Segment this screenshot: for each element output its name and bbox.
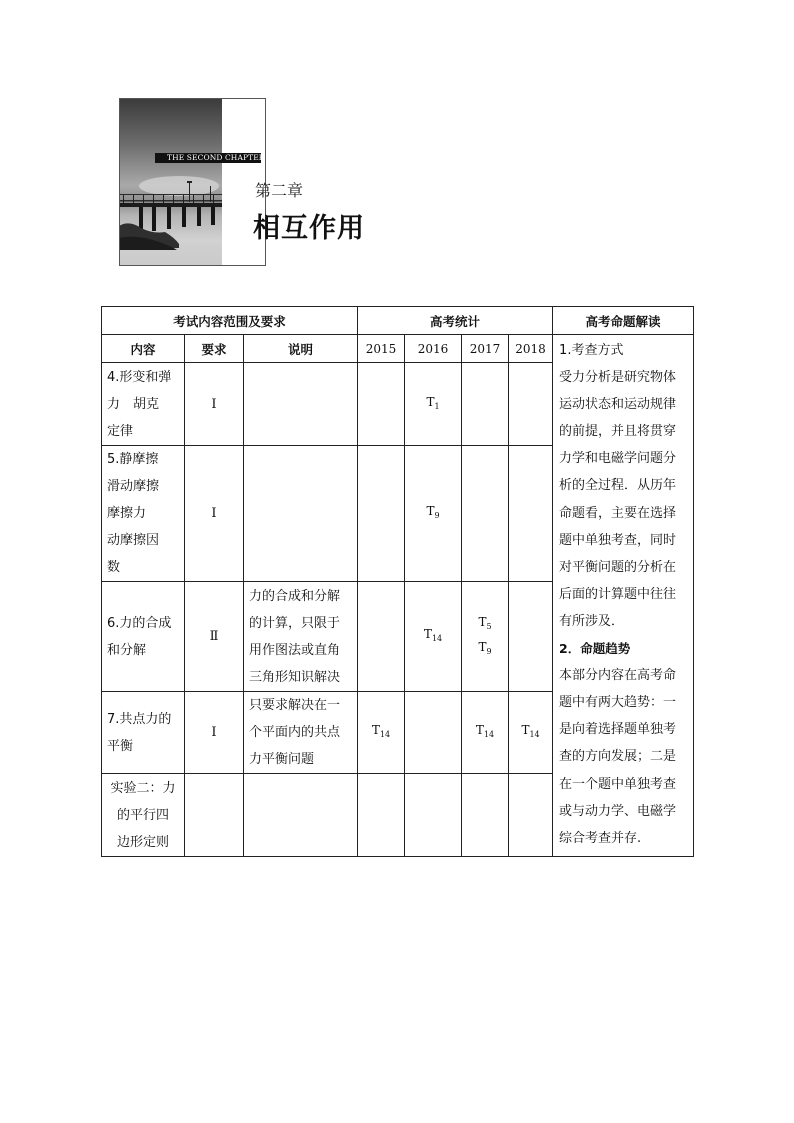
col-header-year-2018: 2018 [509, 335, 553, 363]
row-note [244, 692, 358, 774]
row-requirement: Ⅱ [185, 582, 244, 692]
header-interpretation: 高考命题解读 [553, 307, 694, 335]
interpretation-line: 是向着选择题单独考 [559, 722, 677, 738]
question-tag: $T_{14}$ [423, 627, 443, 643]
chapter-title: 相互作用 [253, 213, 365, 244]
cell-line: 和分解 [107, 642, 147, 658]
cell-line: 力的合成和分解 [249, 588, 341, 604]
interpretation-line: 的前提，并且将贯穿 [559, 424, 677, 440]
header-stats: 高考统计 [358, 307, 553, 335]
interpretation-line: 1.考查方式 [559, 343, 624, 358]
row-stat-2015 [358, 774, 405, 857]
row-requirement [185, 774, 244, 857]
row-requirement: Ⅰ [185, 692, 244, 774]
interpretation-line: 运动状态和运动规律 [559, 397, 677, 413]
cell-line: 用作图法或直角 [249, 642, 341, 658]
cell-line: 个平面内的共点 [249, 725, 341, 740]
cell-line: 的计算，只限于 [249, 615, 341, 631]
row-stat-2015 [358, 363, 405, 446]
cell-line: 力 胡克 [107, 396, 160, 412]
row-note [244, 774, 358, 857]
question-tag: $T_{14}$ [521, 723, 540, 739]
chapter-english-label: THE SECOND CHAPTER [167, 153, 265, 162]
cell-line: 三角形知识解决 [249, 669, 341, 685]
cell-line: 的平行四 [116, 807, 169, 823]
col-header-requirement: 要求 [185, 335, 244, 363]
row-requirement: Ⅰ [185, 446, 244, 582]
row-stat-2016 [405, 446, 462, 582]
question-tag: $T_{14}$ [371, 723, 391, 739]
row-stat-2017 [462, 692, 509, 774]
row-content [102, 446, 185, 582]
cell-line: 5.静摩擦 [107, 452, 159, 467]
row-stat-2018 [509, 582, 553, 692]
interpretation-line: 查的方向发展；二是 [559, 749, 677, 765]
row-stat-2016 [405, 582, 462, 692]
interpretation-line: 在一个题中单独考查 [559, 776, 677, 792]
col-header-year-2016: 2016 [405, 335, 462, 363]
cell-line: 摩擦力 [107, 506, 147, 521]
row-note [244, 582, 358, 692]
interpretation-line: 或与动力学、电磁学 [559, 803, 677, 819]
cell-line: 力平衡问题 [249, 752, 315, 767]
row-stat-2015 [358, 582, 405, 692]
cell-line: 只要求解决在一 [249, 698, 341, 713]
interpretation-line: 有所涉及． [559, 613, 625, 629]
cell-line: 滑动摩擦 [107, 479, 160, 494]
question-tag: $T_1$ [426, 394, 440, 411]
interpretation-line: 综合考查并存. [559, 830, 642, 846]
col-header-content: 内容 [102, 335, 185, 363]
interpretation-line: 后面的计算题中往往 [559, 586, 677, 602]
interpretation-line: 力学和电磁学问题分 [559, 451, 677, 467]
row-content [102, 582, 185, 692]
col-header-note: 说明 [244, 335, 358, 363]
row-content [102, 692, 185, 774]
row-stat-2018 [509, 446, 553, 582]
cell-line: 7.共点力的 [107, 711, 172, 727]
interpretation-line: 析的全过程．从历年 [559, 478, 677, 494]
interpretation-line: 题中有两大趋势：一 [559, 695, 677, 711]
row-requirement: Ⅰ [185, 363, 244, 446]
cell-line: 数 [107, 560, 121, 575]
chapter-number: 第二章 [255, 181, 304, 200]
interpretation-line: 题中单独考查，同时 [559, 532, 677, 548]
cell-line: 边形定则 [116, 834, 169, 850]
row-stat-2016 [405, 774, 462, 857]
row-content [102, 363, 185, 446]
row-stat-2018 [509, 774, 553, 857]
interpretation-line: 受力分析是研究物体 [559, 370, 677, 386]
question-tag: $T_5$ [478, 614, 492, 631]
row-stat-2018 [509, 363, 553, 446]
row-stat-2015 [358, 692, 405, 774]
row-note [244, 363, 358, 446]
row-stat-2017 [462, 446, 509, 582]
row-stat-2016 [405, 692, 462, 774]
cell-line: 实验二：力 [110, 780, 176, 796]
cell-line: 4.形变和弹 [107, 369, 172, 385]
question-tag: $T_9$ [426, 504, 440, 520]
interpretation-line: 对平衡问题的分析在 [559, 559, 677, 575]
row-stat-2018 [509, 692, 553, 774]
cell-line: 平衡 [107, 738, 134, 754]
question-tag: $T_{14}$ [475, 723, 495, 739]
row-stat-2015 [358, 446, 405, 582]
header-scope: 考试内容范围及要求 [102, 307, 358, 335]
row-stat-2017 [462, 363, 509, 446]
cell-line: 定律 [107, 423, 134, 439]
interpretation-cell [553, 335, 694, 857]
row-stat-2016 [405, 363, 462, 446]
cell-line: 动摩擦因 [107, 533, 160, 548]
row-stat-2017 [462, 774, 509, 857]
syllabus-table [101, 306, 694, 857]
interpretation-line: 命题看，主要在选择 [559, 505, 677, 521]
row-note [244, 446, 358, 582]
question-tag: $T_9$ [478, 639, 492, 656]
row-content [102, 774, 185, 857]
row-stat-2017 [462, 582, 509, 692]
chapter-banner-frame [119, 98, 266, 266]
cell-line: 6.力的合成 [107, 615, 172, 631]
col-header-year-2015: 2015 [358, 335, 405, 363]
col-header-year-2017: 2017 [462, 335, 509, 363]
interpretation-line: 本部分内容在高考命 [559, 668, 677, 684]
interpretation-line: 2．命题趋势 [559, 641, 631, 657]
